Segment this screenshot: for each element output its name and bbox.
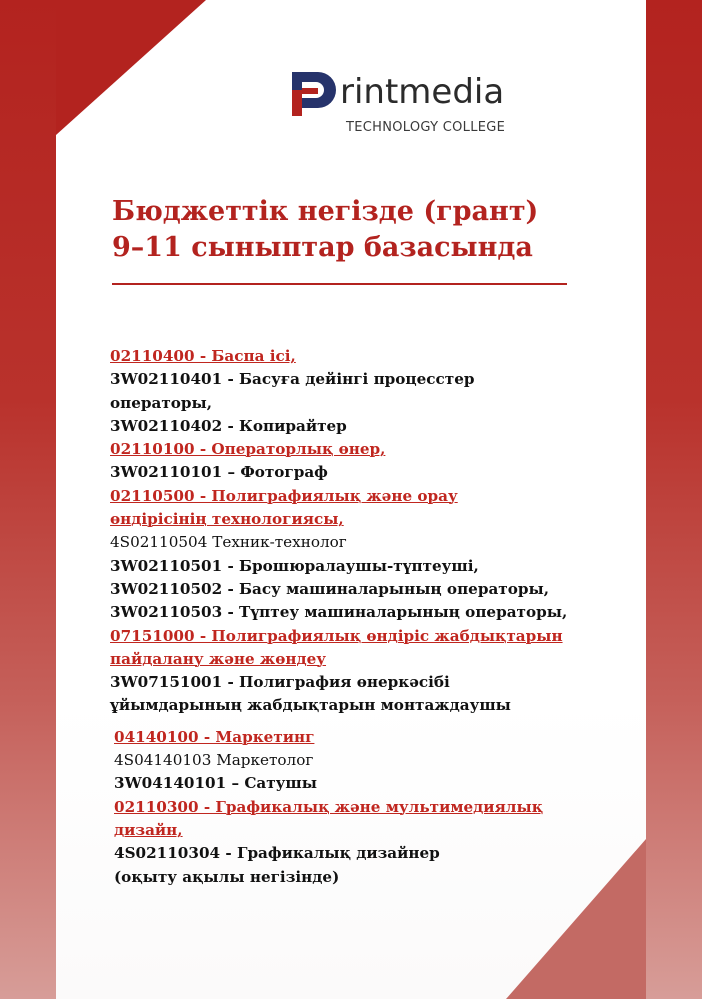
specialties-list xyxy=(110,345,600,889)
specialties-group-2 xyxy=(110,726,600,889)
qualification-item: 4S02110504 Техник-технолог xyxy=(110,533,347,552)
qualification-item: 3W02110502 - Басу машиналарының операторы, xyxy=(110,579,549,598)
specialty-category: 07151000 - Полиграфиялық өндіріс жабдықтарын xyxy=(110,626,563,645)
top-left-red-triangle xyxy=(56,0,206,135)
specialty-category: 02110500 - Полиграфиялық және орау xyxy=(110,486,458,505)
title-underline xyxy=(112,283,567,285)
qualification-item: операторы, xyxy=(110,393,213,412)
logo-wordmark: rintmedia xyxy=(340,72,505,112)
page-title xyxy=(112,194,582,266)
specialty-category: 02110100 - Операторлық өнер, xyxy=(110,440,386,459)
qualification-item: 3W02110503 - Түптеу машиналарының операторы, xyxy=(110,603,568,622)
specialty-category: өндірісінің технологиясы, xyxy=(110,510,344,529)
specialty-category: 02110400 - Баспа ісі, xyxy=(110,347,296,365)
specialties-group-1 xyxy=(110,345,600,718)
specialty-category: 04140100 - Маркетинг xyxy=(114,727,315,746)
qualification-item: 3W02110402 - Копирайтер xyxy=(110,416,347,435)
printmedia-logo xyxy=(288,68,568,140)
qualification-item: ұйымдарының жабдықтарын монтаждаушы xyxy=(110,696,511,715)
title-line-1: Бюджеттік негізде (грант) xyxy=(112,196,539,227)
specialty-category: дизайн, xyxy=(114,820,183,839)
qualification-item: (оқыту ақылы негізінде) xyxy=(114,867,340,886)
qualification-item: 4S02110304 - Графикалық дизайнер xyxy=(114,844,440,863)
qualification-item: 3W07151001 - Полиграфия өнеркәсібі xyxy=(110,673,450,692)
qualification-item: 3W02110101 – Фотограф xyxy=(110,463,328,482)
specialty-category: пайдалану және жөндеу xyxy=(110,649,327,668)
logo-subtitle: TECHNOLOGY COLLEGE xyxy=(346,120,506,135)
qualification-item: 3W02110501 - Брошюралаушы-түптеуші, xyxy=(110,556,479,575)
logo-p-mark-icon xyxy=(288,68,340,120)
qualification-item: 3W04140101 – Сатушы xyxy=(114,774,317,793)
qualification-item: 4S04140103 Маркетолог xyxy=(114,751,314,770)
title-line-2: 9–11 сыныптар базасында xyxy=(112,232,533,263)
specialty-category: 02110300 - Графикалық және мультимедиялық xyxy=(114,797,544,816)
qualification-item: 3W02110401 - Басуға дейінгі процесстер xyxy=(110,370,475,389)
